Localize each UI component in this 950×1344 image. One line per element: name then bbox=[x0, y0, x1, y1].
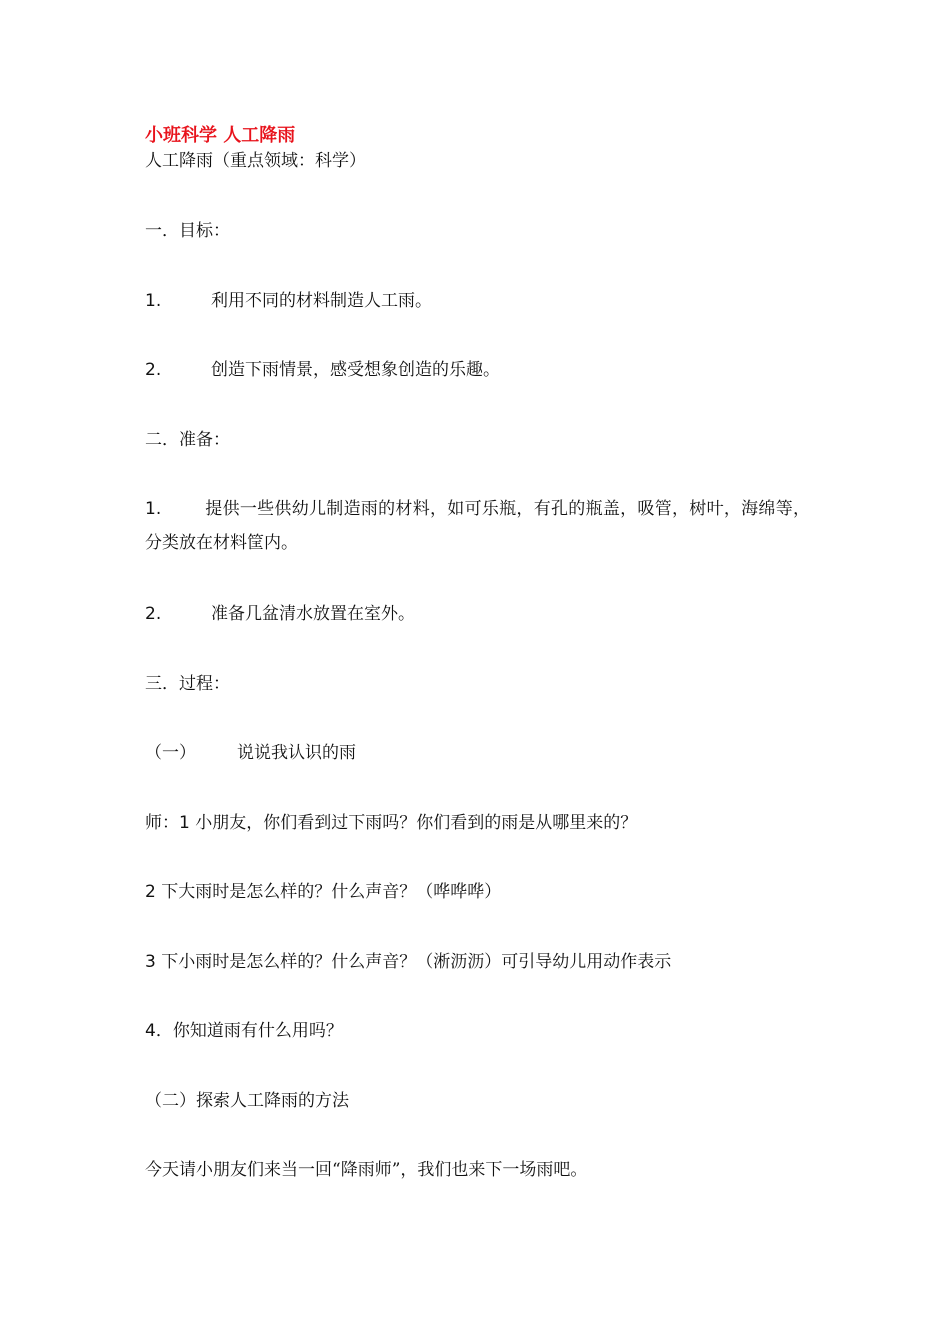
prep-item-1 bbox=[145, 492, 810, 560]
process-sub-1 bbox=[145, 741, 356, 765]
question-3-number: 3 bbox=[145, 952, 156, 972]
document-subtitle: 人工降雨（重点领域：科学） bbox=[145, 151, 366, 171]
process-sub-1-label: （一） bbox=[145, 743, 196, 763]
question-2 bbox=[145, 880, 501, 904]
prep-item-2-number: 2. bbox=[145, 604, 162, 624]
question-1-number: 1 bbox=[179, 813, 190, 833]
goal-item-1 bbox=[145, 289, 432, 313]
section-process-heading: 三．过程： bbox=[145, 674, 230, 694]
teacher-question-1 bbox=[145, 811, 637, 835]
question-4 bbox=[145, 1019, 343, 1043]
goal-item-2-number: 2. bbox=[145, 360, 162, 380]
question-4-number: 4 bbox=[145, 1021, 156, 1041]
teacher-prefix: 师： bbox=[145, 813, 179, 833]
prep-item-2-text: 准备几盆清水放置在室外。 bbox=[211, 604, 415, 624]
question-3 bbox=[145, 950, 671, 974]
closing-paragraph: 今天请小朋友们来当一回“降雨师”，我们也来下一场雨吧。 bbox=[145, 1160, 588, 1180]
section-goals-heading: 一．目标： bbox=[145, 221, 230, 241]
goal-item-2-text: 创造下雨情景，感受想象创造的乐趣。 bbox=[211, 360, 500, 380]
question-3-text: 下小雨时是怎么样的？什么声音？（淅沥沥）可引导幼儿用动作表示 bbox=[161, 952, 672, 972]
prep-item-1-text: 提供一些供幼儿制造雨的材料，如可乐瓶，有孔的瓶盖，吸管，树叶，海绵等，分类放在材料筐内。 bbox=[145, 499, 810, 553]
question-2-text: 下大雨时是怎么样的？什么声音？（哗哗哗） bbox=[161, 882, 502, 902]
question-2-number: 2 bbox=[145, 882, 156, 902]
question-1-text: 小朋友，你们看到过下雨吗？你们看到的雨是从哪里来的？ bbox=[195, 813, 638, 833]
document-title: 小班科学 人工降雨 bbox=[145, 125, 296, 146]
prep-item-1-number: 1. bbox=[145, 499, 162, 519]
process-sub-1-text: 说说我认识的雨 bbox=[237, 743, 356, 763]
goal-item-1-number: 1. bbox=[145, 291, 162, 311]
section-preparation-heading: 二．准备： bbox=[145, 430, 230, 450]
process-sub-2: （二）探索人工降雨的方法 bbox=[145, 1091, 349, 1111]
question-4-text: ．你知道雨有什么用吗？ bbox=[155, 1021, 343, 1041]
goal-item-1-text: 利用不同的材料制造人工雨。 bbox=[211, 291, 432, 311]
goal-item-2 bbox=[145, 358, 500, 382]
prep-item-2 bbox=[145, 602, 415, 626]
